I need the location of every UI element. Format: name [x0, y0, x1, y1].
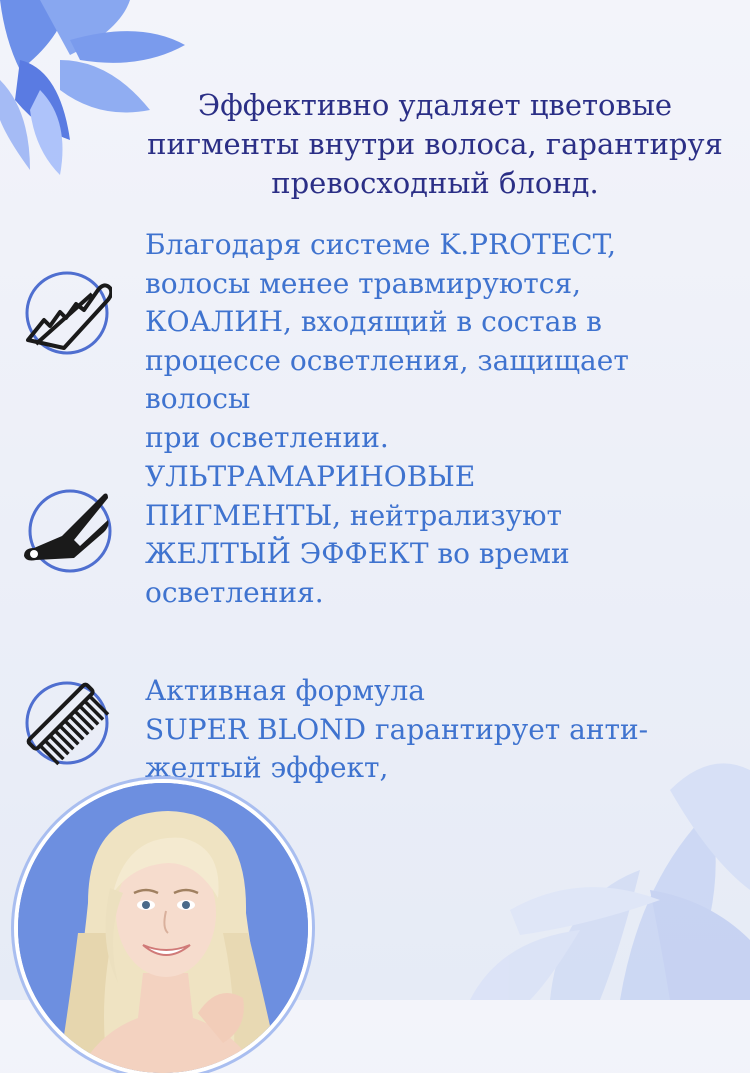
feature-line: волосы менее травмируются, — [145, 266, 582, 300]
hair-clip-icon — [22, 486, 112, 576]
headline — [140, 86, 730, 203]
feature-text — [145, 458, 735, 612]
feature-line: ЖЕЛТЫЙ ЭФФЕКТ во времи — [145, 537, 570, 570]
feature-line: ПИГМЕНТЫ, нейтрализуют — [145, 498, 562, 532]
hairpin-icon — [22, 268, 112, 358]
feature-line: Активная формула — [145, 674, 425, 707]
headline-line: превосходный блонд. — [271, 166, 599, 200]
feature-line: SUPER BLOND гарантирует анти- — [145, 712, 649, 746]
feature-line: Благодаря системе K.PROTECT, — [145, 228, 617, 261]
feature-line: УЛЬТРАМАРИНОВЫЕ — [145, 460, 476, 493]
feature-line: осветления. — [145, 575, 324, 609]
flower-decoration-bottom — [410, 750, 750, 1000]
feature-text — [145, 672, 735, 788]
comb-icon — [22, 678, 112, 768]
feature-line: при осветлении. — [145, 420, 389, 454]
feature-text — [145, 226, 735, 457]
feature-line: КОАЛИН, входящий в состав в — [145, 305, 602, 338]
model-portrait — [18, 783, 308, 1073]
headline-line: пигменты внутри волоса, гарантируя — [147, 127, 723, 161]
headline-line: Эффективно удаляет цветовые — [197, 88, 673, 122]
feature-line: желтый эффект, — [145, 751, 389, 784]
feature-line: процессе осветления, защищает волосы — [145, 343, 629, 415]
